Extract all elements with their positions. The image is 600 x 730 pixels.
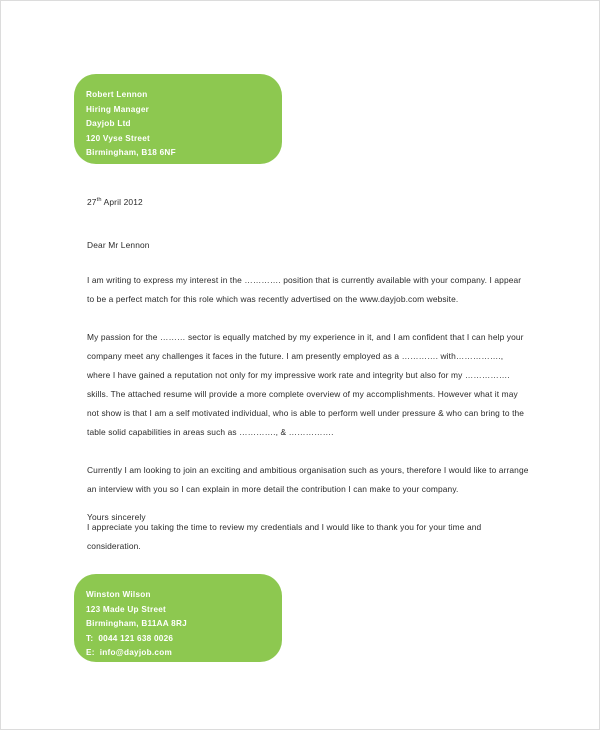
sender-line-street: 123 Made Up Street [86,604,167,614]
salutation: Dear Mr Lennon [87,240,150,250]
recipient-line-street: 120 Vyse Street [86,133,150,143]
body-paragraph-3: Currently I am looking to join an exciting and ambitious organisation such as yours, therefore I would like to arrange an interview with you so I can explain in more detail the contribution I can make to your company. [87,465,529,494]
recipient-address-block [74,74,282,164]
sender-line-phone: T: 0044 121 638 0026 [86,633,174,643]
sender-line-email: E: info@dayjob.com [86,648,172,658]
letter-closing: Yours sincerely [87,512,146,522]
sender-line-name: Winston Wilson [86,590,151,599]
letter-date [87,197,143,207]
date-ordinal-suffix: th [96,197,102,204]
date-month-year: April 2012 [101,197,143,207]
letter-body [87,271,529,556]
recipient-line-title: Hiring Manager [86,104,150,114]
body-paragraph-1: I am writing to express my interest in the …………. position that is currently available with your company. I appear to be a perfect match for this role which was recently advertised on the www.dayjob.com website. [87,275,522,304]
date-day: 27 [87,197,97,207]
body-paragraph-2: My passion for the ……… sector is equally matched by my experience in it, and I am confident that I can help your company meet any challenges it faces in the future. I am presently employed as a …………. with……………., where I have gained a reputation not only for my impressive work rate and integrity but also for my ……………. skills. The attached resume will provide a more complete overview of my accomplishments. However what it may not show is that I am a self motivated individual, who is able to perform well under pressure & who can bring to the table solid capabilities in areas such as …………., & ……………. [87,332,525,437]
body-paragraph-4: I appreciate you taking the time to review my credentials and I would like to thank you for your time and consideration. [87,522,482,551]
sender-line-city: Birmingham, B11AA 8RJ [86,619,187,629]
recipient-line-name: Robert Lennon [86,90,148,99]
recipient-line-company: Dayjob Ltd [86,119,131,129]
sender-address-block [74,574,282,662]
recipient-line-city: Birmingham, B18 6NF [86,148,176,158]
